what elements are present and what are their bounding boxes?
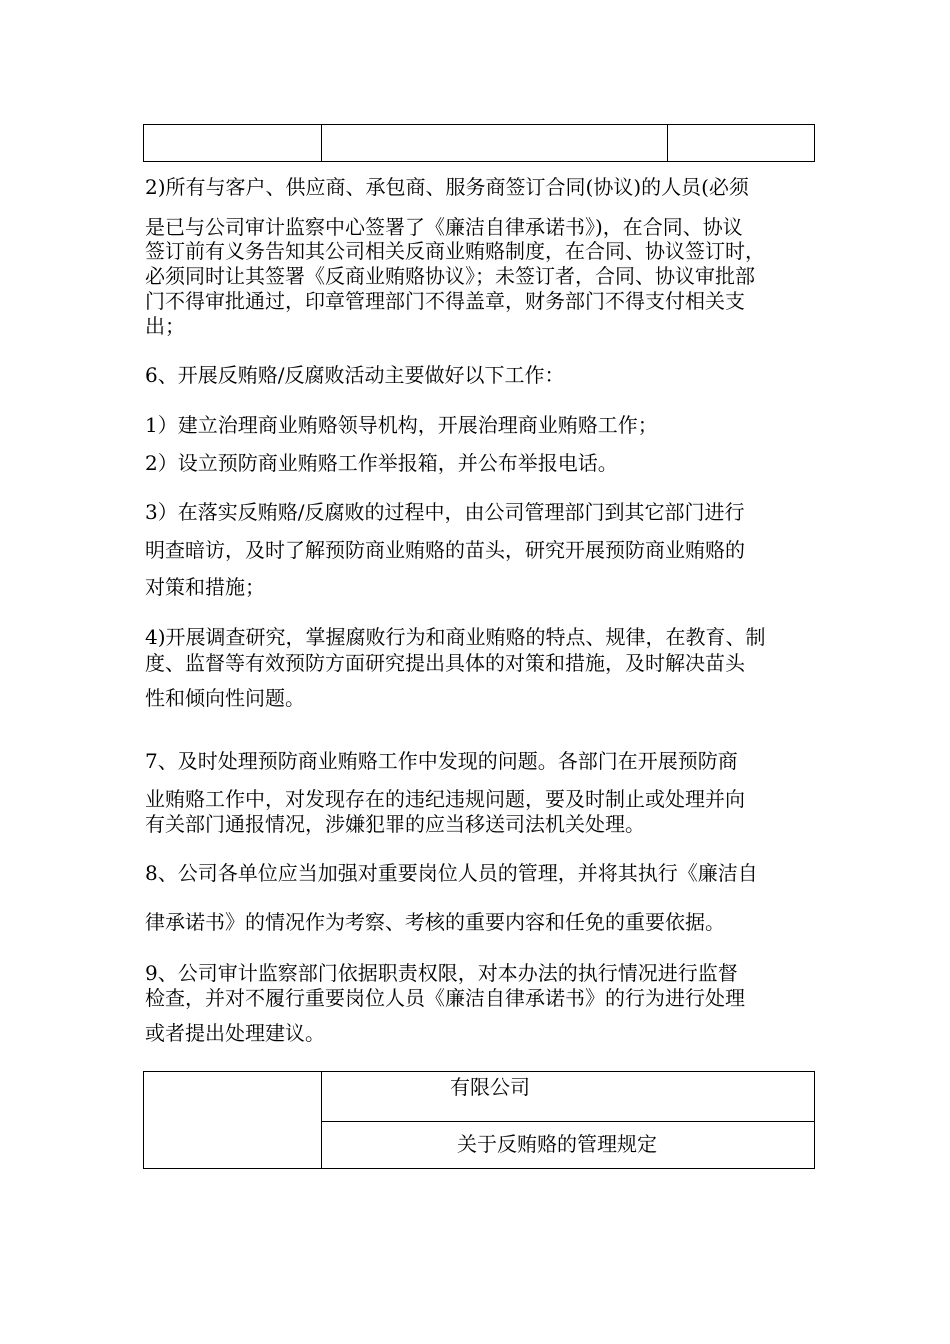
text-line: 3）在落实反贿赂/反腐败的过程中，由公司管理部门到其它部门进行 [145,500,745,524]
text-line: 门不得审批通过，印章管理部门不得盖章，财务部门不得支付相关支 [145,289,745,313]
text-line: 2）设立预防商业贿赂工作举报箱，并公布举报电话。 [145,451,618,475]
table-divider [667,125,668,161]
footer-table [143,1071,815,1169]
text-line: 有关部门通报情况，涉嫌犯罪的应当移送司法机关处理。 [145,812,645,836]
text-line: 出； [145,314,185,338]
text-line: 6、开展反贿赂/反腐败活动主要做好以下工作： [145,363,565,387]
text-line: 1）建立治理商业贿赂领导机构，开展治理商业贿赂工作； [145,413,658,437]
document-title: 关于反贿赂的管理规定 [457,1132,657,1156]
top-table [143,124,815,162]
text-line: 律承诺书》的情况作为考察、考核的重要内容和任免的重要依据。 [145,910,725,934]
text-line: 性和倾向性问题。 [145,686,305,710]
table-divider [321,1072,322,1168]
text-line: 签订前有义务告知其公司相关反商业贿赂制度，在合同、协议签订时， [145,239,765,263]
text-line: 度、监督等有效预防方面研究提出具体的对策和措施，及时解决苗头 [145,651,745,675]
text-line: 8、公司各单位应当加强对重要岗位人员的管理，并将其执行《廉洁自 [145,861,758,885]
text-line: 是已与公司审计监察中心签署了《廉洁自律承诺书》)，在合同、协议 [145,215,743,239]
text-line: 明查暗访，及时了解预防商业贿赂的苗头，研究开展预防商业贿赂的 [145,538,745,562]
text-line: 2)所有与客户、供应商、承包商、服务商签订合同(协议)的人员(必须 [145,175,749,199]
text-line: 检查，并对不履行重要岗位人员《廉洁自律承诺书》的行为进行处理 [145,986,745,1010]
text-line: 必须同时让其签署《反商业贿赂协议》；未签订者，合同、协议审批部 [145,264,755,288]
text-line: 4)开展调查研究，掌握腐败行为和商业贿赂的特点、规律，在教育、制 [145,625,766,649]
text-line: 业贿赂工作中，对发现存在的违纪违规问题，要及时制止或处理并向 [145,787,745,811]
text-line: 9、公司审计监察部门依据职责权限，对本办法的执行情况进行监督 [145,961,738,985]
table-divider [321,125,322,161]
text-line: 7、及时处理预防商业贿赂工作中发现的问题。各部门在开展预防商 [145,749,738,773]
text-line: 或者提出处理建议。 [145,1021,325,1045]
text-line: 对策和措施； [145,575,265,599]
company-name: 有限公司 [450,1075,530,1099]
table-divider [321,1121,814,1122]
